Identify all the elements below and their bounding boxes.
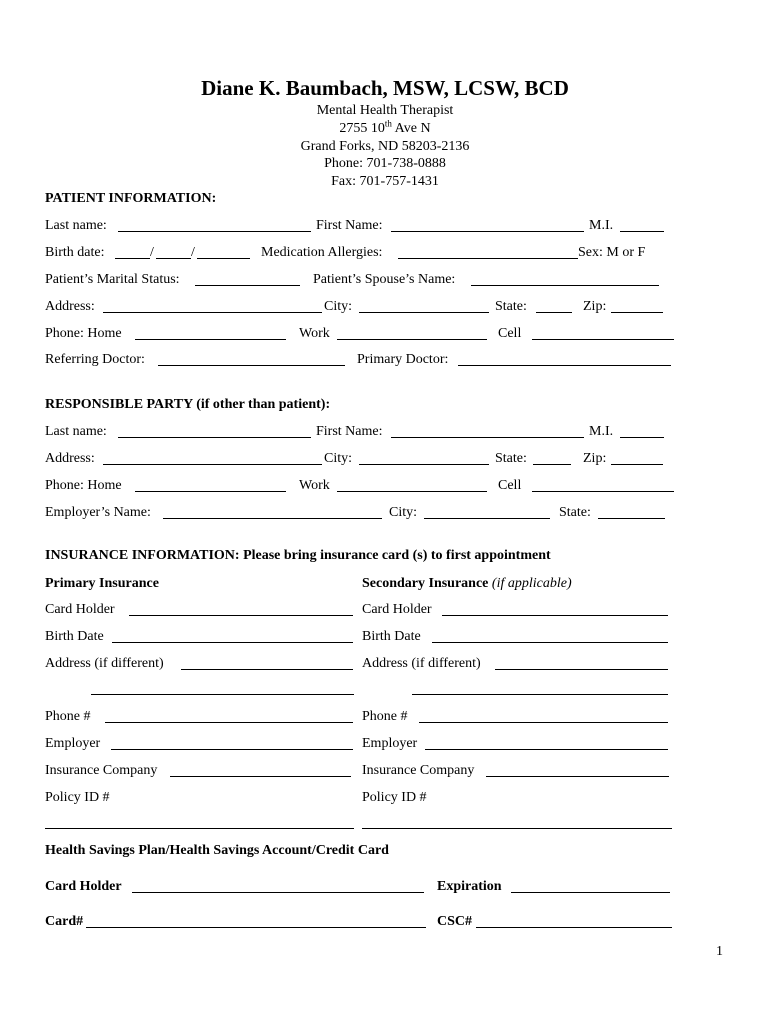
secondary-address-field[interactable] [495,669,668,670]
patient-cell-label: Cell [498,326,522,341]
hsa-csc-field[interactable] [476,927,672,928]
patient-birth-date-label: Birth date: [45,245,105,260]
primary-card-holder-field[interactable] [129,615,353,616]
patient-first-name-field[interactable] [391,231,584,232]
responsible-work-label: Work [299,478,330,493]
patient-mi-label: M.I. [589,218,614,233]
primary-policy-label: Policy ID # [45,790,110,805]
therapist-fax: Fax: 701-757-1431 [331,174,439,189]
therapist-name: Diane K. Baumbach, MSW, LCSW, BCD [201,76,569,100]
responsible-state-field[interactable] [533,464,571,465]
patient-referring-field[interactable] [158,365,345,366]
secondary-card-holder-field[interactable] [442,615,668,616]
patient-zip-label: Zip: [583,299,607,314]
primary-employer-field[interactable] [111,749,353,750]
page-number: 1 [716,944,723,959]
therapist-address [0,120,770,137]
primary-company-field[interactable] [170,776,351,777]
responsible-phone-home-field[interactable] [135,491,286,492]
responsible-employer-state-field[interactable] [598,518,665,519]
hsa-heading: Health Savings Plan/Health Savings Account/Credit Card [45,843,389,858]
responsible-employer-state-label: State: [559,505,591,520]
address-number: 2755 10 [339,121,385,136]
secondary-employer-label: Employer [362,736,418,751]
responsible-first-name-label: First Name: [316,424,383,439]
hsa-card-holder-field[interactable] [132,892,424,893]
patient-marital-label: Patient’s Marital Status: [45,272,180,287]
patient-phone-home-field[interactable] [135,339,286,340]
primary-employer-label: Employer [45,736,101,751]
secondary-birth-date-label: Birth Date [362,629,421,644]
hsa-card-holder-label: Card Holder [45,879,122,894]
secondary-insurance-title [362,576,572,592]
patient-address-field[interactable] [103,312,322,313]
patient-work-field[interactable] [337,339,487,340]
responsible-work-field[interactable] [337,491,487,492]
address-ordinal: th [384,118,392,129]
therapist-phone: Phone: 701-738-0888 [324,156,446,171]
secondary-employer-field[interactable] [425,749,668,750]
patient-city-field[interactable] [359,312,489,313]
secondary-policy-field[interactable] [362,828,672,829]
hsa-card-number-field[interactable] [86,927,426,928]
secondary-phone-label: Phone # [362,709,408,724]
hsa-csc-label: CSC# [437,914,473,929]
hsa-card-number-label: Card# [45,914,84,929]
date-separator: / [191,245,195,260]
patient-address-label: Address: [45,299,95,314]
hsa-expiration-field[interactable] [511,892,670,893]
patient-cell-field[interactable] [532,339,674,340]
primary-policy-field[interactable] [45,828,354,829]
responsible-address-field[interactable] [103,464,322,465]
patient-heading: PATIENT INFORMATION: [45,191,217,206]
patient-referring-label: Referring Doctor: [45,352,145,367]
primary-card-holder-label: Card Holder [45,602,115,617]
responsible-employer-city-field[interactable] [424,518,550,519]
patient-last-name-field[interactable] [118,231,311,232]
primary-insurance-title: Primary Insurance [45,576,159,591]
patient-sex-label: Sex: M or F [578,245,646,260]
patient-state-label: State: [495,299,527,314]
patient-birth-month-field[interactable] [115,258,150,259]
therapist-role: Mental Health Therapist [316,103,454,118]
responsible-mi-field[interactable] [620,437,664,438]
secondary-company-label: Insurance Company [362,763,475,778]
primary-birth-date-label: Birth Date [45,629,104,644]
patient-first-name-label: First Name: [316,218,383,233]
responsible-state-label: State: [495,451,527,466]
secondary-policy-label: Policy ID # [362,790,427,805]
secondary-phone-field[interactable] [419,722,668,723]
secondary-address-line2-field[interactable] [412,694,668,695]
patient-primary-doctor-label: Primary Doctor: [357,352,449,367]
primary-address-field[interactable] [181,669,353,670]
patient-zip-field[interactable] [611,312,663,313]
responsible-cell-label: Cell [498,478,522,493]
secondary-insurance-note: (if applicable) [491,576,572,591]
primary-company-label: Insurance Company [45,763,158,778]
address-rest: Ave N [391,121,431,136]
responsible-last-name-label: Last name: [45,424,107,439]
patient-allergies-label: Medication Allergies: [261,245,383,260]
insurance-heading: INSURANCE INFORMATION: Please bring insurance card (s) to first appointment [45,548,551,563]
secondary-company-field[interactable] [486,776,669,777]
patient-birth-day-field[interactable] [156,258,191,259]
responsible-cell-field[interactable] [532,491,674,492]
primary-phone-label: Phone # [45,709,91,724]
patient-marital-field[interactable] [195,285,300,286]
secondary-insurance-label: Secondary Insurance [362,576,489,591]
therapist-city: Grand Forks, ND 58203-2136 [300,139,470,154]
patient-spouse-label: Patient’s Spouse’s Name: [313,272,456,287]
patient-work-label: Work [299,326,330,341]
responsible-last-name-field[interactable] [118,437,311,438]
patient-state-field[interactable] [536,312,572,313]
responsible-employer-city-label: City: [389,505,418,520]
patient-city-label: City: [324,299,353,314]
patient-mi-field[interactable] [620,231,664,232]
responsible-phone-home-label: Phone: Home [45,478,122,493]
responsible-zip-field[interactable] [611,464,663,465]
responsible-mi-label: M.I. [589,424,614,439]
primary-phone-field[interactable] [105,722,353,723]
primary-birth-date-field[interactable] [112,642,353,643]
responsible-first-name-field[interactable] [391,437,584,438]
secondary-birth-date-field[interactable] [432,642,668,643]
responsible-employer-label: Employer’s Name: [45,505,151,520]
date-separator: / [150,245,154,260]
primary-address-label: Address (if different) [45,656,164,671]
responsible-address-label: Address: [45,451,95,466]
patient-birth-year-field[interactable] [197,258,250,259]
patient-phone-home-label: Phone: Home [45,326,122,341]
patient-allergies-field[interactable] [398,258,578,259]
primary-address-line2-field[interactable] [91,694,354,695]
secondary-address-label: Address (if different) [362,656,481,671]
secondary-card-holder-label: Card Holder [362,602,432,617]
responsible-city-field[interactable] [359,464,489,465]
responsible-heading: RESPONSIBLE PARTY (if other than patient): [45,397,331,412]
responsible-city-label: City: [324,451,353,466]
responsible-zip-label: Zip: [583,451,607,466]
hsa-expiration-label: Expiration [437,879,502,894]
patient-last-name-label: Last name: [45,218,107,233]
responsible-employer-field[interactable] [163,518,382,519]
patient-spouse-field[interactable] [471,285,659,286]
patient-primary-doctor-field[interactable] [458,365,671,366]
